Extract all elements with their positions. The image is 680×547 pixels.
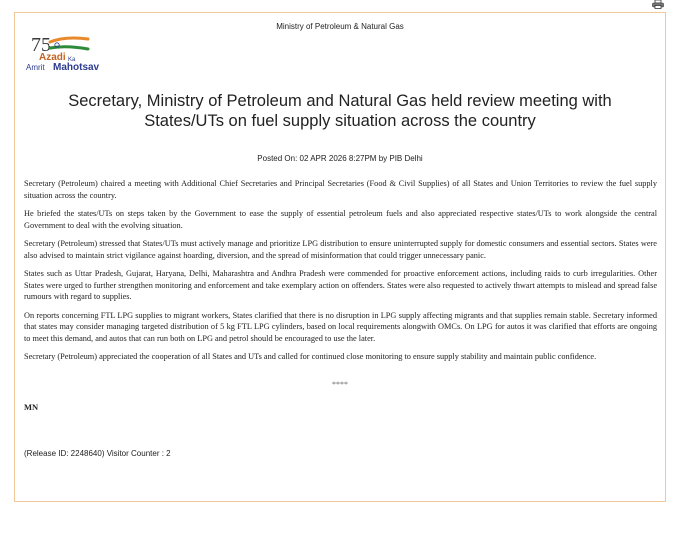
logo-ka-text: Ka: [68, 57, 76, 63]
printer-icon[interactable]: [652, 0, 664, 9]
posted-on: Posted On: 02 APR 2026 8:27PM by PIB Delhi: [257, 154, 423, 163]
paragraph: States such as Uttar Pradesh, Gujarat, Haryana, Delhi, Maharashtra and Andhra Pradesh were commended for proactive enforcement actions, including raids to curb irregularities. Other States were urged to further strengthen monitoring and enforcement and take exemplary action on offenders. States were also requested to actively thwart attempts to mislead and spread false rumours with regard to supplies.: [24, 269, 657, 301]
article-title: Secretary, Ministry of Petroleum and Natural Gas held review meeting with States/UTs on fuel supply situation across the country: [68, 92, 612, 130]
azadi-ka-amrit-mahotsav-logo: [26, 33, 110, 83]
paragraph: Secretary (Petroleum) appreciated the cooperation of all States and UTs and called for continued close monitoring to ensure supply stability and maintain public confidence.: [24, 352, 597, 361]
press-release-frame: [14, 12, 666, 502]
paragraph: Secretary (Petroleum) stressed that States/UTs must actively manage and prioritize LPG distribution to ensure uninterrupted supply for domestic consumers and essential sectors. States were also advised to maintain strict vigilance against hoarding, diversion, and the spread of misinformation that could trigger unnecessary panic.: [24, 239, 657, 260]
paragraph: On reports concerning FTL LPG supplies to migrant workers, States clarified that there is no disruption in LPG supply affecting migrants and that supplies remain stable. Secretary informed that states may consider managing targeted distribution of 5 kg FTL LPG cylinders, based on local requirements alongwith OMCs. On LPG for autos it was clarified that efforts are ongoing to meet this demand, and autos that can run both on LPG and petrol should be encouraged to use the later.: [24, 310, 657, 343]
logo-amrit-text: Amrit: [26, 63, 45, 72]
paragraph: Secretary (Petroleum) chaired a meeting with Additional Chief Secretaries and Principal Secretaries (Food & Civil Supplies) of all States and Union Territories to review the fuel supply situation across the country.: [24, 179, 657, 200]
release-id: (Release ID: 2248640) Visitor Counter : 2: [24, 449, 171, 458]
article-body: [24, 178, 657, 370]
paragraph: He briefed the states/UTs on steps taken by the Government to ease the supply of essential petroleum fuels and also appreciated respective states/UTs to work alongside the central Government to deal with the evolving situation.: [24, 209, 657, 230]
separator: ****: [332, 380, 348, 389]
svg-text:75: 75: [31, 34, 51, 55]
ministry-name: Ministry of Petroleum & Natural Gas: [276, 22, 404, 31]
logo-azadi-text: Azadi: [39, 52, 66, 63]
signature-initials: MN: [24, 402, 39, 412]
logo-mahotsav-text: Mahotsav: [53, 62, 100, 73]
